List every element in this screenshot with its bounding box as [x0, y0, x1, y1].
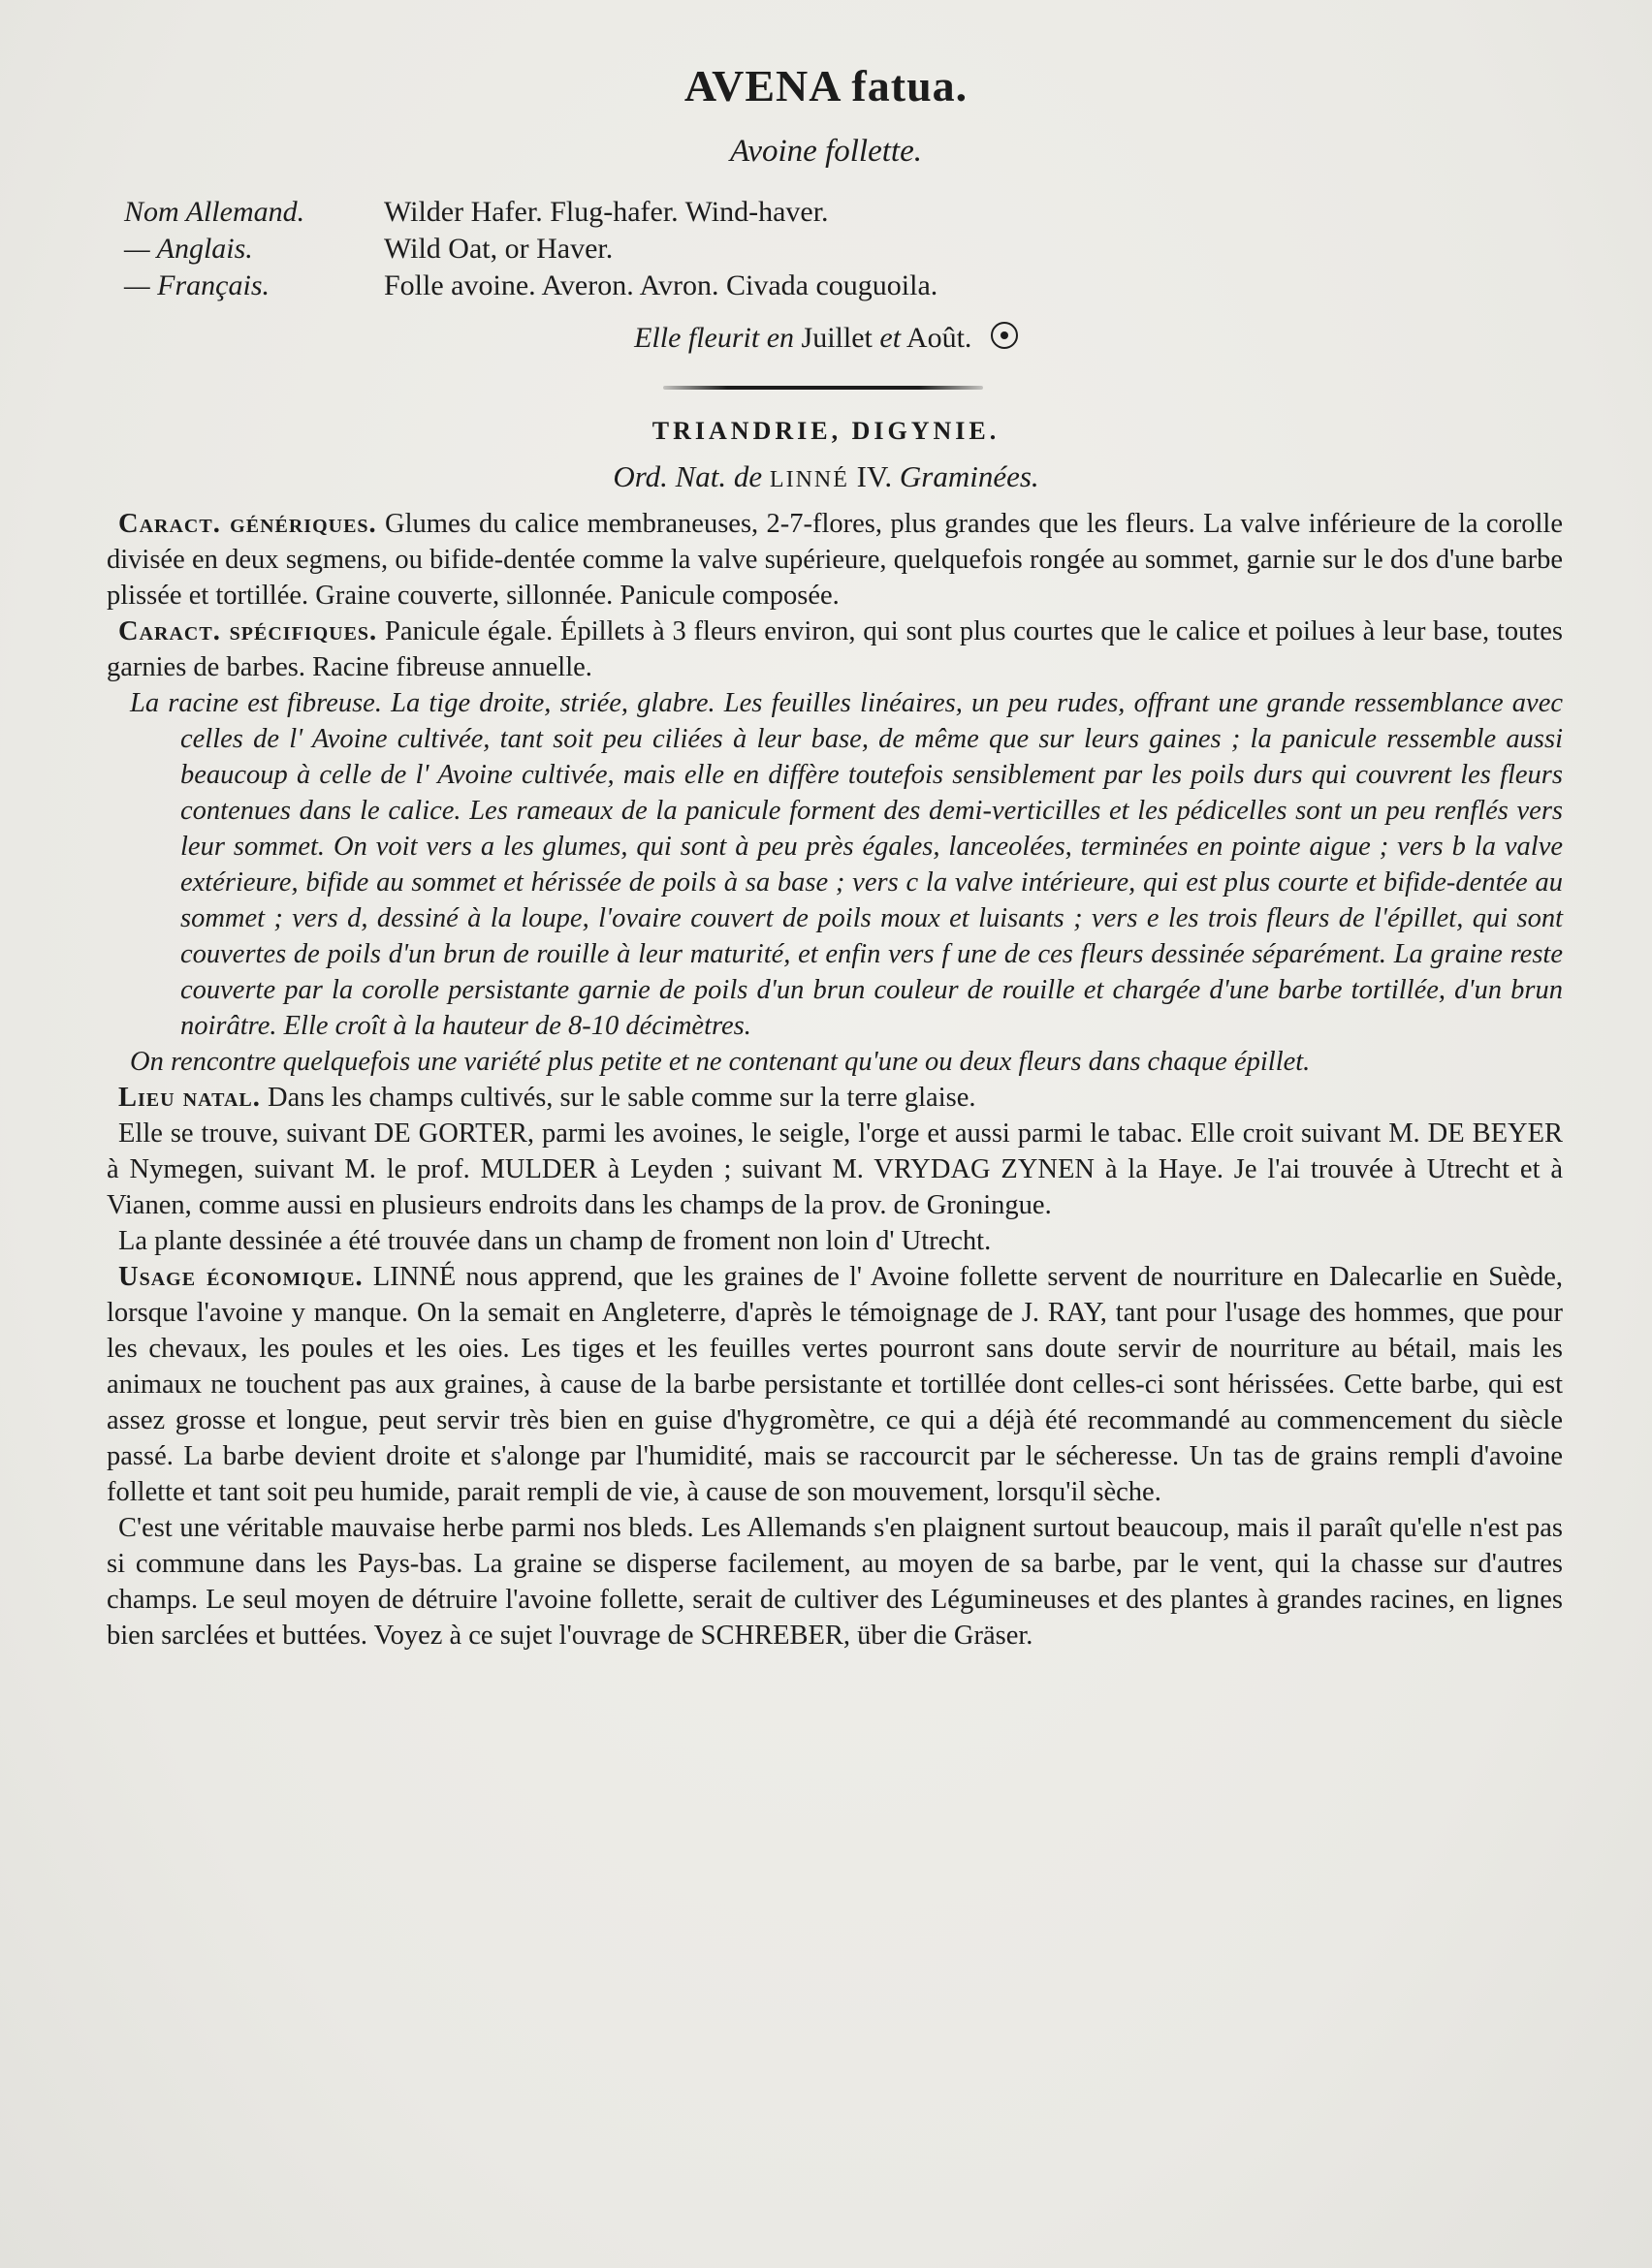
name-label: Nom Allemand. [124, 196, 305, 228]
economic-use [107, 1259, 1563, 1510]
habitat-paragraph: Elle se trouve, suivant DE GORTER, parmi les avoines, le seigle, l'orge et aussi parmi le tabac. Elle croit suivant M. DE BEYER à Nymegen, suivant M. le prof. MULDER à Leyden ; suivant M. VRYDAG ZYNEN à la Haye. Je l'ai trouvée à Utrecht et à Vianen, comme aussi en plusieurs endroits dans les champs de la prov. de Groningue. [107, 1118, 1563, 1220]
vernacular-names [124, 194, 937, 304]
annual-symbol-icon [991, 322, 1018, 349]
order-number: IV. [856, 459, 893, 493]
common-name: Avoine follette. [730, 134, 922, 169]
section-heading: Caract. génériques. [118, 509, 377, 539]
name-value: Folle avoine. Averon. Avron. Civada couguoila. [384, 269, 938, 301]
order-author: LINNÉ [769, 467, 849, 492]
closing-paragraph: C'est une véritable mauvaise herbe parmi nos bleds. Les Allemands s'en plaignent surtout beaucoup, mais il paraît qu'elle n'est pas si commune dans les Pays-bas. La graine se disperse facilement, au moyen de sa barbe, par le vent, qui la chasse sur d'autres champs. Le seul moyen de détruire l'avoine follette, serait de cultiver des Légumineuses et des plantes à grandes racines, en lignes bien sarclées et buttées. Voyez à ce sujet l'ouvrage de SCHREBER, über die Gräser. [107, 1513, 1563, 1651]
name-label: — Anglais. [124, 233, 253, 265]
page-title: AVENA fatua. [683, 61, 969, 110]
section-heading: Caract. spécifiques. [118, 616, 378, 646]
section-text: Panicule égale. Épillets à 3 fleurs environ, qui sont plus courtes que le calice et poilues à leur base, toutes garnies de barbes. Racine fibreuse annuelle. [107, 616, 1563, 682]
native-habitat [107, 1080, 1563, 1116]
habitat-paragraph: La plante dessinée a été trouvée dans un champ de froment non loin d' Utrecht. [118, 1226, 992, 1256]
name-row [124, 194, 937, 231]
description: La racine est fibreuse. La tige droite, striée, glabre. Les feuilles linéaires, un peu rudes, offrant une grande ressemblance avec celles de l' Avoine cultivée, tant soit peu ciliées à leur base, de même que sur leurs gaines ; la panicule ressemble aussi beaucoup à celle de l' Avoine cultivée, mais elle en diffère toutefois sensiblement par les poils durs qui couvrent les fleurs contenues dans le calice. Les rameaux de la panicule forment des demi-verticilles et les pédicelles sont un peu renflés vers leur sommet. On voit vers a les glumes, qui sont à peu près égales, lanceolées, terminées en pointe aigue ; vers b la valve extérieure, bifide au sommet et hérissée de poils à sa base ; vers c la valve intérieure, qui est plus courte et bifide-dentée au sommet ; vers d, dessiné à la loupe, l'ovaire couvert de poils moux et luisants ; vers e les trois fleurs de l'épillet, qui sont couvertes de poils d'un brun de rouille à leur maturité, et enfin vers f une de ces fleurs dessinée séparément. La graine reste couverte par la corolle persistante garnie de poils d'un brun couleur de rouille et chargée d'une barbe tortillée, d'un brun noirâtre. Elle croît à la hauteur de 8-10 décimètres. [130, 688, 1563, 1041]
name-value: Wilder Hafer. Flug-hafer. Wind-haver. [384, 196, 829, 228]
section-text: LINNÉ nous apprend, que les graines de l' Avoine follette servent de nourriture en Dalecarlie en Suède, lorsque l'avoine y manque. On la semait en Angleterre, d'après le témoignage de J. RAY, tant pour l'usage des hommes, que pour les chevaux, les poules et les oies. Les tiges et les feuilles vertes pourront sans doute servir de nourriture au bétail, mais les animaux ne touchent pas aux graines, à cause de la barbe persistante et tortillée dont celles-ci sont hérissées. Cette barbe, qui est assez grosse et longue, peut servir très bien en guise d'hygromètre, ce qui a déjà été recommandé au commencement du siècle passé. La barbe devient droite et s'alonge par l'humidité, mais se raccourcit par le sécheresse. Un tas de grains rempli d'avoine follette et tant soit peu humide, parait rempli de vie, à cause de son mouvement, lorsqu'il sèche. [107, 1262, 1563, 1507]
divider [663, 386, 983, 390]
order-family: Graminées. [899, 459, 1039, 493]
section-text: Dans les champs cultivés, sur le sable comme sur la terre glaise. [268, 1083, 976, 1113]
generic-characters [107, 506, 1563, 614]
natural-order [0, 459, 1652, 494]
classification: TRIANDRIE, DIGYNIE. [651, 417, 1001, 445]
body-text [107, 506, 1563, 1654]
flowering-et: et [879, 322, 902, 354]
section-heading: Usage économique. [118, 1262, 364, 1292]
section-text: Glumes du calice membraneuses, 2-7-flores, plus grandes que les fleurs. La valve inférieure de la corolle divisée en deux segmens, ou bifide-dentée comme la valve supérieure, quelquefois rongée au sommet, garnie sur le dos d'une barbe plissée et tortillée. Graine couverte, sillonnée. Panicule composée. [107, 509, 1563, 611]
flowering-month: Août. [905, 322, 972, 354]
flowering-month: Juillet [801, 322, 873, 354]
order-pre: Ord. Nat. de [613, 459, 763, 493]
flowering-line [0, 322, 1652, 355]
name-row [124, 268, 937, 304]
specific-characters [107, 614, 1563, 685]
name-row [124, 231, 937, 268]
variety-note: On rencontre quelquefois une variété plus petite et ne contenant qu'une ou deux fleurs dans chaque épillet. [130, 1047, 1311, 1077]
name-label: — Français. [124, 269, 270, 301]
name-value: Wild Oat, or Haver. [384, 233, 614, 265]
flowering-pre: Elle fleurit en [634, 322, 795, 354]
section-heading: Lieu natal. [118, 1083, 261, 1113]
